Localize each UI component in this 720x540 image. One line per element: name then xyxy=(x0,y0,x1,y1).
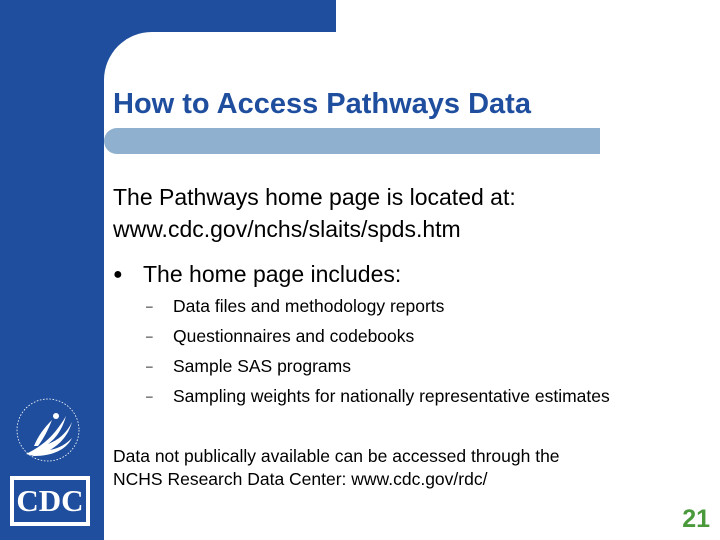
bullet-item xyxy=(113,259,401,290)
hhs-seal-icon xyxy=(17,399,79,461)
dash-icon: – xyxy=(146,329,153,343)
cdc-logo-text: CDC xyxy=(16,483,84,518)
footnote xyxy=(113,445,693,491)
dash-icon: – xyxy=(146,359,153,373)
dash-icon: – xyxy=(146,389,153,403)
title-underline-bar xyxy=(104,128,600,154)
cdc-wordmark-icon xyxy=(10,476,90,526)
sub-bullet-text: Sample SAS programs xyxy=(173,356,351,376)
sub-bullet-text: Data files and methodology reports xyxy=(173,296,445,316)
sub-bullet-item xyxy=(146,321,610,351)
sub-bullet-text: Sampling weights for nationally representative estimates xyxy=(173,386,610,406)
bullet-text: The home page includes: xyxy=(143,261,402,287)
slide-title: How to Access Pathways Data xyxy=(113,88,531,120)
footnote-line-1: Data not publically available can be accessed through the xyxy=(113,446,560,466)
page-number: 21 xyxy=(682,505,710,533)
sub-bullet-text: Questionnaires and codebooks xyxy=(173,326,415,346)
footnote-line-2: NCHS Research Data Center: www.cdc.gov/rdc/ xyxy=(113,469,488,489)
cdc-logo xyxy=(8,396,92,528)
sub-bullet-item xyxy=(146,291,610,321)
intro-url: www.cdc.gov/nchs/slaits/spds.htm xyxy=(113,216,461,242)
bullet-dot-icon: ● xyxy=(113,266,123,283)
intro-line-1: The Pathways home page is located at: xyxy=(113,184,516,210)
intro-text xyxy=(113,181,693,245)
sub-bullet-item xyxy=(146,351,610,381)
sub-bullet-list xyxy=(146,291,610,411)
sub-bullet-item xyxy=(146,381,610,411)
dash-icon: – xyxy=(146,299,153,313)
